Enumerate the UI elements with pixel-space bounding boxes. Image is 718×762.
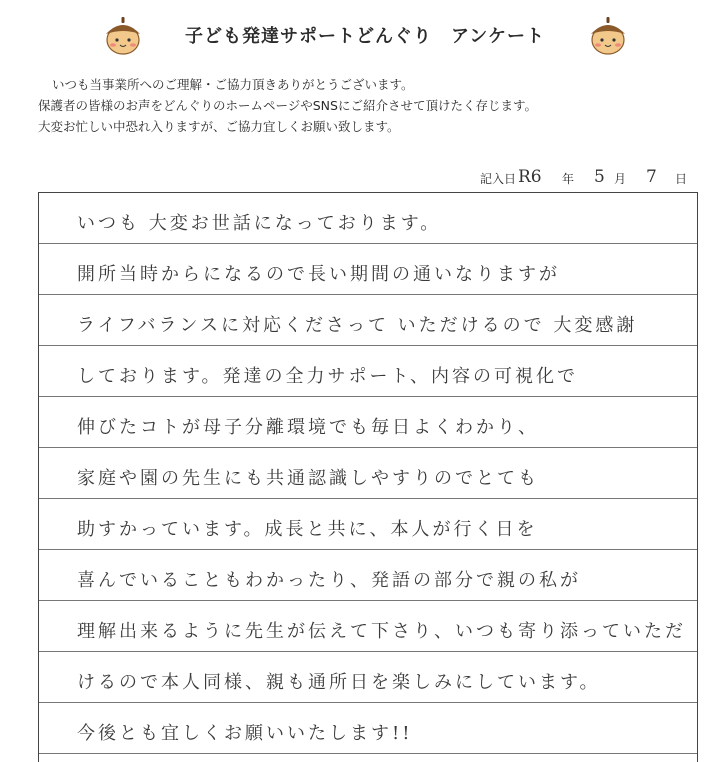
date-month-value[interactable]: 5 <box>594 167 605 187</box>
response-line: 開所当時からになるので長い期間の通いなりますが <box>39 244 697 295</box>
month-label: 月 <box>614 172 627 186</box>
response-line: 助すかっています。成長と共に、本人が行く日を <box>39 499 697 550</box>
response-line: ライフバランスに対応くださって いただけるので 大変感謝 <box>39 295 697 346</box>
year-label: 年 <box>562 172 575 186</box>
date-era-value[interactable]: R6 <box>518 167 542 187</box>
response-box[interactable] <box>38 192 698 762</box>
acorn-icon <box>588 14 628 56</box>
day-label: 日 <box>675 172 688 186</box>
response-line: 今後とも宜しくお願いいたします!! <box>39 703 697 754</box>
response-line: 家庭や園の先生にも共通認識しやすりのでとても <box>39 448 697 499</box>
response-line: いつも 大変お世話になっております。 <box>39 193 697 244</box>
intro-line: 保護者の皆様のお声をどんぐりのホームページやSNSにご紹介させて頂けたく存じます。 <box>38 98 537 113</box>
response-line: 理解出来るように先生が伝えて下さり、いつも寄り添っていただ <box>39 601 697 652</box>
intro-line: 大変お忙しい中恐れ入りますが、ご協力宜しくお願い致します。 <box>38 119 400 134</box>
entry-date <box>470 163 700 191</box>
acorn-icon <box>103 14 143 56</box>
response-line: けるので本人同様、親も通所日を楽しみにしています。 <box>39 652 697 703</box>
response-line: 伸びたコトが母子分離環境でも毎日よくわかり、 <box>39 397 697 448</box>
date-label: 記入日 <box>480 172 517 186</box>
date-day-value[interactable]: 7 <box>646 167 657 187</box>
response-line: しております。発達の全力サポート、内容の可視化で <box>39 346 697 397</box>
response-line: 喜んでいることもわかったり、発語の部分で親の私が <box>39 550 697 601</box>
intro-line: いつも当事業所へのご理解・ご協力頂きありがとうございます。 <box>52 77 414 92</box>
intro-text <box>38 74 698 137</box>
survey-header <box>0 14 718 58</box>
survey-title: 子ども発達サポートどんぐり アンケート <box>185 26 545 47</box>
